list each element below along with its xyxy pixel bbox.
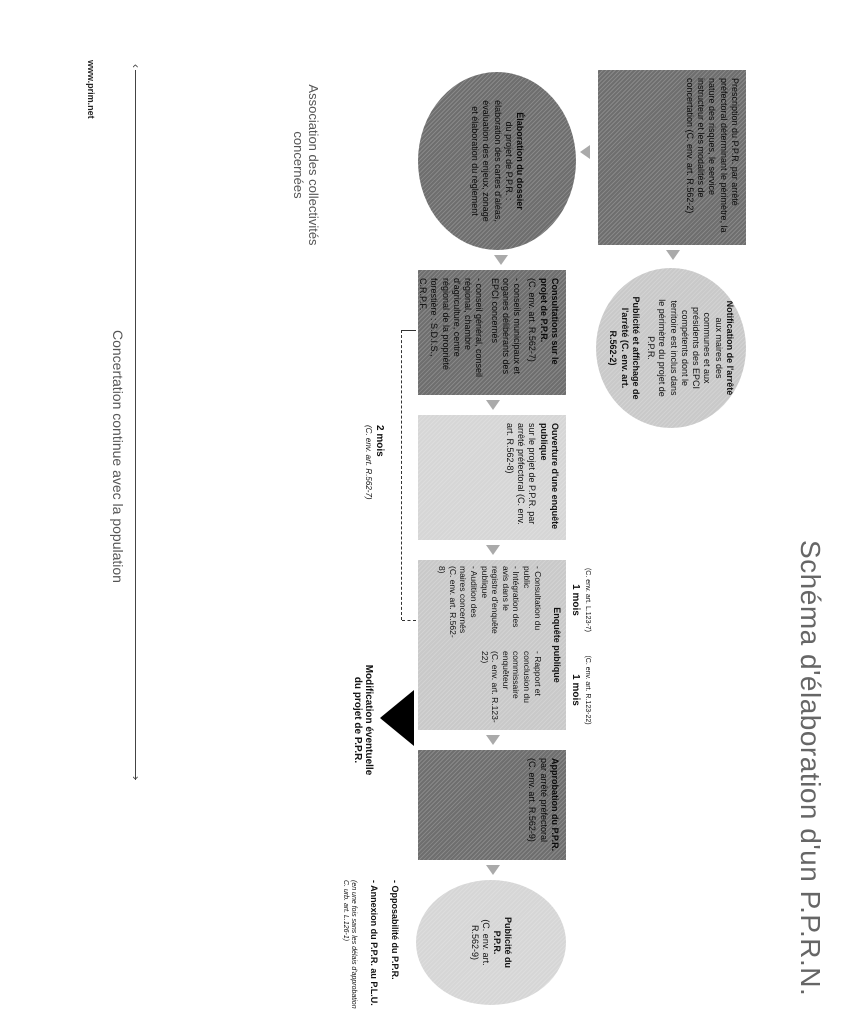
site-url: www.prim.net (86, 60, 96, 119)
enquete-ouverture-box (418, 415, 566, 540)
effets-block (329, 880, 411, 1010)
effets-line1: - Opposabilité du P.P.R. (390, 880, 401, 980)
enquete-left-items: - Consultation du public - Intégration des avis dans le registre d'enquête publique - Audition des maires concernés (C. env. art. R.562-8) (437, 566, 543, 638)
publicite-heading: Publicité du P.P.R. (492, 916, 514, 968)
deux-mois-value: 2 mois (374, 425, 385, 457)
effets-line3: (en une fois sans les délais d'approbation C. urb. art. L.126-1) (341, 880, 358, 1009)
enquete-ouverture-body: sur le projet de P.P.R. par arrêté préfectoral (C. env. art. R.562-8) (505, 423, 538, 525)
modification-label: Modification éventuelle du projet de P.P.R. (352, 664, 374, 776)
bracket-right-tick (402, 620, 416, 621)
concertation-label: Concertation continue avec la population (110, 330, 126, 583)
triangle-marker-icon (380, 690, 414, 746)
approbation-box (418, 750, 566, 860)
arrow-right-icon (486, 400, 500, 410)
bracket-left-tick (402, 330, 416, 331)
consultations-item2: - conseil général, conseil régional, chambre d'agriculture, centre régional de la propriété forestière : S.D.I.S., C.R.P.F. (418, 278, 485, 378)
publicite-body: (C. env. art. R.562-9) (469, 919, 491, 966)
deux-mois-ref: (C. env. art. R.562-7) (364, 425, 373, 500)
enquete-left-ref: (C. env. art. L.123-7) (584, 567, 591, 633)
arrow-right-head-icon: › (129, 776, 143, 780)
arrow-left-head-icon: ‹ (129, 64, 143, 68)
consultations-box (418, 270, 566, 395)
enquete-right-items: - Rapport et conclusion du commissaire enquêteur (C. env. art. R.123-22) (479, 651, 543, 723)
elaboration-body: du projet de P.P.R. : élaboration des cartes d'aléas, évaluation des enjeux, zonage et élaboration du règlement (470, 100, 514, 222)
notification-body: aux maires des communes et aux présidents des EPCI compétents dont le territoire est inclus dans le périmètre du projet de P.P.R. (646, 299, 724, 397)
enquete-ouverture-heading: Ouverture d'une enquête publique (538, 423, 560, 530)
diagram-title: Schéma d'élaboration d'un P.P.R.N. (795, 540, 826, 997)
notification-ellipse (596, 268, 746, 428)
enquete-heading: Enquête publique (552, 607, 562, 683)
notification-heading: Notification de l'arrêté (724, 300, 735, 396)
notification-footer: Publicité et affichage de l'arrêté (C. env. art. R.562-2) (608, 296, 641, 400)
arrow-right-icon (494, 255, 508, 265)
prescription-box (598, 70, 746, 245)
enquete-right-ref: (C. env. art. R.123-22) (584, 655, 591, 725)
arrow-right-icon (666, 250, 680, 260)
association-label: Association des collectivités concernées (291, 84, 321, 246)
bracket-dashed-line (401, 330, 402, 620)
arrow-right-icon (486, 735, 500, 745)
concertation-line (135, 70, 136, 780)
elaboration-ellipse (418, 72, 576, 250)
arrow-right-icon (486, 865, 500, 875)
arrow-down-icon (580, 145, 590, 159)
deux-mois-label (363, 425, 396, 500)
publicite-ellipse (416, 880, 566, 1005)
elaboration-heading: Élaboration du dossier (515, 112, 526, 210)
effets-line2: - Annexion du P.P.R. au P.L.U. (368, 880, 379, 1006)
enquete-right-duration: 1 mois (570, 674, 581, 706)
consultations-item1: - conseils municipaux et organes délibérants des EPCI concernés (489, 278, 523, 375)
prescription-text: Prescription du P.P.R. par arrêté préfectoral déterminant le périmètre, la nature des risques, le service instructeur et les modalités de concertation (C. env. art. R.562-2) (685, 78, 740, 233)
arrow-right-icon (486, 545, 500, 555)
approbation-body: par arrêté préfectoral (C. env. art. R.562-9) (527, 758, 549, 843)
enquete-publique-box (418, 560, 566, 730)
consultations-heading: Consultations sur le projet de P.P.R. (538, 278, 560, 365)
approbation-heading: Approbation du P.P.R. (550, 758, 560, 852)
consultations-ref: (C. env. art. R.562-7) (527, 278, 538, 362)
enquete-left-duration: 1 mois (570, 584, 581, 616)
